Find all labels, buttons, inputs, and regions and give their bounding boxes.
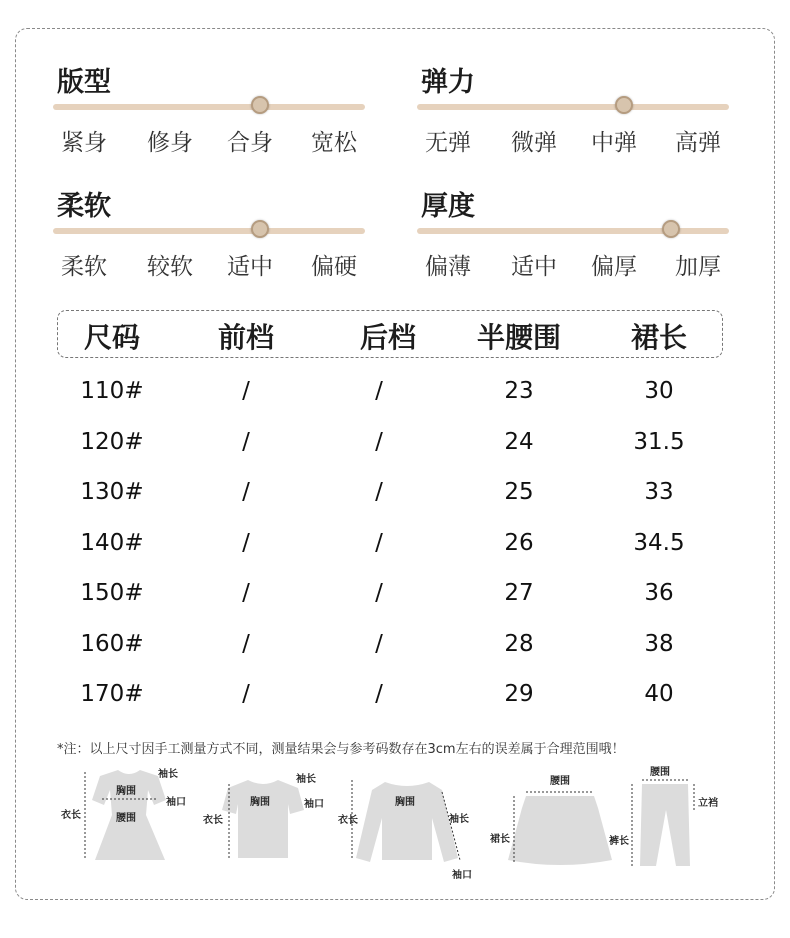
cell-size: 120# xyxy=(80,428,144,455)
dress-diagram xyxy=(61,767,186,860)
cell-skirt-length: 30 xyxy=(644,378,674,404)
header-back-rise: 后档 xyxy=(359,321,417,354)
attribute-level: 高弹 xyxy=(675,130,721,156)
attribute-indicator xyxy=(251,96,269,114)
cell-half-waist: 27 xyxy=(504,580,534,606)
attribute-title: 柔软 xyxy=(57,191,111,222)
cell-half-waist: 26 xyxy=(504,529,534,556)
cell-back-rise: / xyxy=(375,580,383,606)
cell-back-rise: / xyxy=(375,378,383,404)
cell-skirt-length: 31.5 xyxy=(633,428,685,455)
attribute-title: 版型 xyxy=(57,67,111,98)
pants-waist-label: 腰围 xyxy=(650,767,670,778)
sweater-shape xyxy=(356,782,458,862)
attribute-level: 适中 xyxy=(511,254,557,280)
attribute-level: 加厚 xyxy=(675,254,721,280)
dress-waist-label: 腰围 xyxy=(116,813,136,824)
cell-front-rise: / xyxy=(242,681,250,707)
tshirt-chest-label: 胸围 xyxy=(250,797,270,808)
attribute-title: 弹力 xyxy=(421,67,475,98)
dress-chest-label: 胸围 xyxy=(116,786,136,797)
sweater-diagram xyxy=(338,780,472,881)
tshirt-diagram xyxy=(203,772,324,858)
cell-half-waist: 28 xyxy=(504,630,534,657)
sweater-length-label: 衣长 xyxy=(338,815,358,826)
cell-size: 160# xyxy=(80,630,144,657)
tshirt-length-label: 衣长 xyxy=(203,815,223,826)
cell-size: 110# xyxy=(80,378,144,404)
pants-rise-label: 立裆 xyxy=(698,798,718,809)
cell-back-rise: / xyxy=(375,479,383,505)
cell-half-waist: 29 xyxy=(504,681,534,707)
attribute-indicator xyxy=(615,96,633,114)
attribute-title: 厚度 xyxy=(421,191,475,222)
cell-size: 150# xyxy=(80,580,144,606)
cell-front-rise: / xyxy=(242,479,250,505)
attribute-level: 偏硬 xyxy=(311,254,357,280)
dress-sleeve-length-label: 袖长 xyxy=(158,769,178,780)
pants-diagram xyxy=(609,765,718,866)
attribute-indicator xyxy=(662,220,680,238)
header-front-rise: 前档 xyxy=(217,321,275,354)
skirt-length-label: 裙长 xyxy=(490,834,510,845)
sweater-cuff-label: 袖口 xyxy=(452,870,472,881)
skirt-shape xyxy=(508,796,612,865)
measurement-diagrams xyxy=(0,760,790,890)
cell-front-rise: / xyxy=(242,580,250,606)
dress-length-label: 衣长 xyxy=(61,810,81,821)
cell-front-rise: / xyxy=(242,529,250,556)
cell-half-waist: 23 xyxy=(504,378,534,404)
header-skirt-length: 裙长 xyxy=(630,321,688,354)
skirt-waist-label: 腰围 xyxy=(550,776,570,787)
cell-back-rise: / xyxy=(375,681,383,707)
attribute-level: 柔软 xyxy=(61,254,107,280)
tshirt-shape xyxy=(222,780,304,858)
attribute-level: 较软 xyxy=(147,254,193,280)
cell-back-rise: / xyxy=(375,630,383,657)
attribute-track xyxy=(53,104,365,110)
tshirt-sleeve-length-label: 袖长 xyxy=(296,774,316,785)
dress-cuff-label: 袖口 xyxy=(166,797,186,808)
attribute-level: 适中 xyxy=(227,254,273,280)
attribute-track xyxy=(417,104,729,110)
attribute-level: 修身 xyxy=(147,130,193,156)
attribute-indicator xyxy=(251,220,269,238)
attribute-level: 偏厚 xyxy=(591,254,637,280)
header-half-waist: 半腰围 xyxy=(476,321,562,354)
cell-front-rise: / xyxy=(242,378,250,404)
attribute-level: 偏薄 xyxy=(425,254,471,280)
cell-half-waist: 25 xyxy=(504,479,534,505)
cell-size: 170# xyxy=(80,681,144,707)
cell-back-rise: / xyxy=(375,428,383,455)
cell-skirt-length: 34.5 xyxy=(633,529,685,556)
attribute-level: 中弹 xyxy=(591,130,637,156)
cell-front-rise: / xyxy=(242,428,250,455)
attribute-level: 宽松 xyxy=(311,130,357,156)
measurement-note: *注：以上尺寸因手工测量方式不同，测量结果会与参考码数存在3cm左右的误差属于合理范围哦！ xyxy=(57,742,625,757)
pants-length-label: 裤长 xyxy=(609,836,629,847)
attribute-level: 紧身 xyxy=(61,130,107,156)
cell-size: 130# xyxy=(80,479,144,505)
cell-skirt-length: 38 xyxy=(644,630,674,657)
header-size: 尺码 xyxy=(83,321,141,354)
cell-back-rise: / xyxy=(375,529,383,556)
attribute-level: 微弹 xyxy=(511,130,557,156)
pants-shape xyxy=(640,784,690,866)
sweater-sleeve-length-label: 袖长 xyxy=(449,814,469,825)
cell-front-rise: / xyxy=(242,630,250,657)
cell-skirt-length: 36 xyxy=(644,580,674,606)
tshirt-cuff-label: 袖口 xyxy=(304,799,324,810)
attribute-track xyxy=(417,228,729,234)
attribute-level: 无弹 xyxy=(425,130,471,156)
cell-half-waist: 24 xyxy=(504,428,534,455)
attribute-track xyxy=(53,228,365,234)
sweater-chest-label: 胸围 xyxy=(395,797,415,808)
cell-skirt-length: 33 xyxy=(644,479,674,505)
skirt-diagram xyxy=(490,774,612,865)
cell-skirt-length: 40 xyxy=(644,681,674,707)
attribute-level: 合身 xyxy=(227,130,273,156)
cell-size: 140# xyxy=(80,529,144,556)
